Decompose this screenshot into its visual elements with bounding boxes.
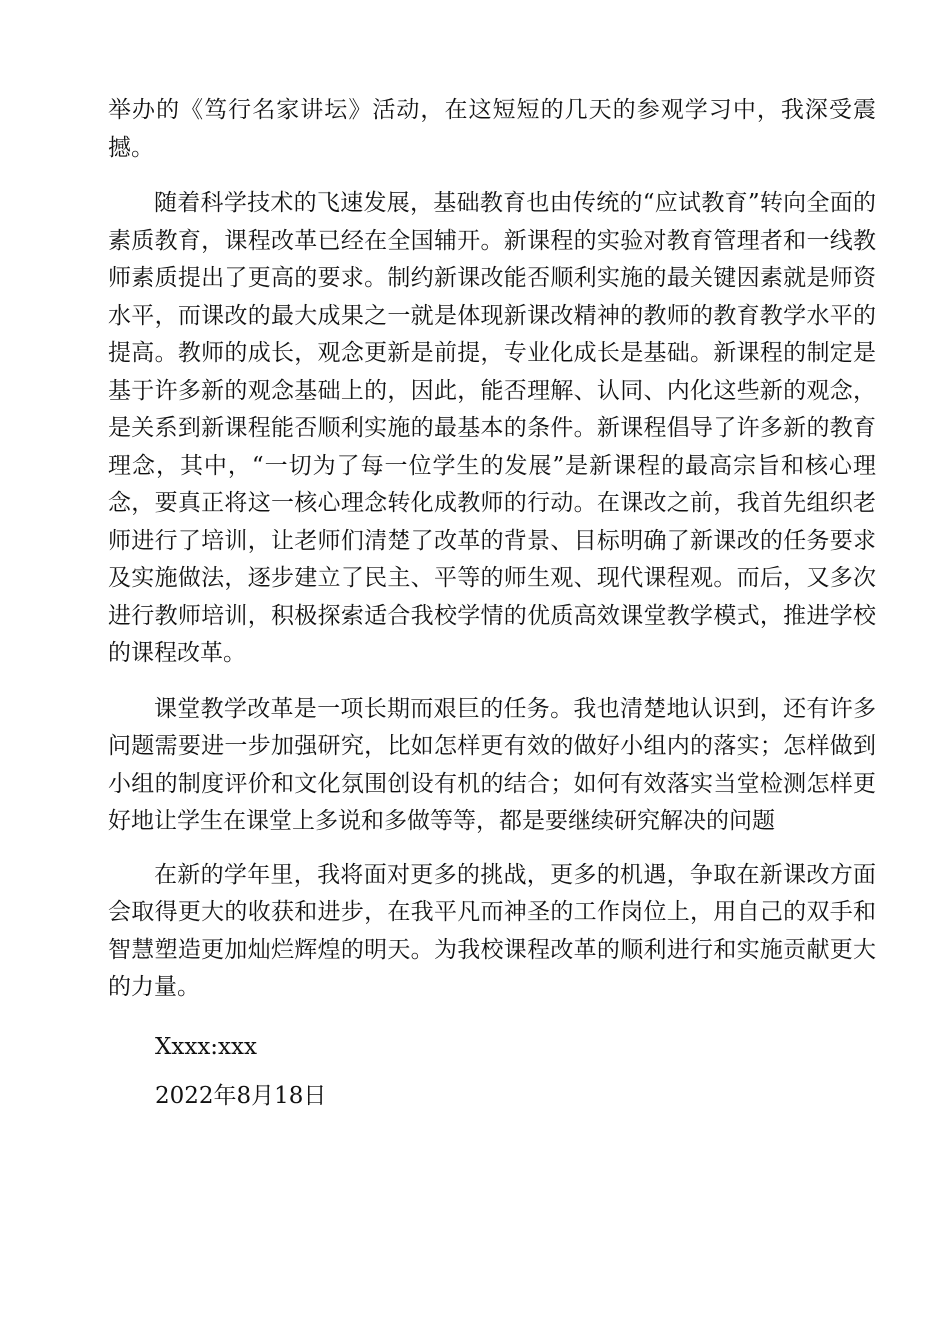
paragraph-curriculum-reform: 随着科学技术的飞速发展，基础教育也由传统的“应试教育”转向全面的素质教育，课程改革已经在全国辅开。新课程的实验对教育管理者和一线教师素质提出了更高的要求。制约新课改能否顺利实施的最关键因素就是师资水平，而课改的最大成果之一就是体现新课改精神的教师的教育教学水平的提高。教师的成长，观念更新是前提，专业化成长是基础。新课程的制定是基于许多新的观念基础上的，因此，能否理解、认同、内化这些新的观念，是关系到新课程能否顺利实施的最基本的条件。新课程倡导了许多新的教育理念，其中，“一切为了每一位学生的发展”是新课程的最高宗旨和核心理念，要真正将这一核心理念转化成教师的行动。在课改之前，我首先组织老师进行了培训，让老师们清楚了改革的背景、目标明确了新课改的任务要求及实施做法，逐步建立了民主、平等的师生观、现代课程观。而后，又多次进行教师培训，积极探索适合我校学情的优质高效课堂教学模式，推进学校的课程改革。 — [108, 190, 876, 666]
document-page — [108, 92, 876, 1116]
signature-name: Xxxx:xxx — [155, 1033, 257, 1060]
paragraph-classroom-reform: 课堂教学改革是一项长期而艰巨的任务。我也清楚地认识到，还有许多问题需要进一步加强研究，比如怎样更有效的做好小组内的落实；怎样做到小组的制度评价和文化氛围创设有机的结合；如何有效落实当堂检测怎样更好地让学生在课堂上多说和多做等等，都是要继续研究解决的问题 — [108, 695, 876, 834]
paragraph-intro-end: 举办的《笃行名家讲坛》活动，在这短短的几天的参观学习中，我深受震撼。 — [108, 97, 876, 161]
paragraph-new-year: 在新的学年里，我将面对更多的挑战，更多的机遇，争取在新课改方面会取得更大的收获和进步，在我平凡而神圣的工作岗位上，用自己的双手和智慧塑造更加灿烂辉煌的明天。为我校课程改革的顺利进行和实施贡献更大的力量。 — [108, 861, 876, 1000]
signature-date: 2022年8月18日 — [155, 1083, 327, 1109]
